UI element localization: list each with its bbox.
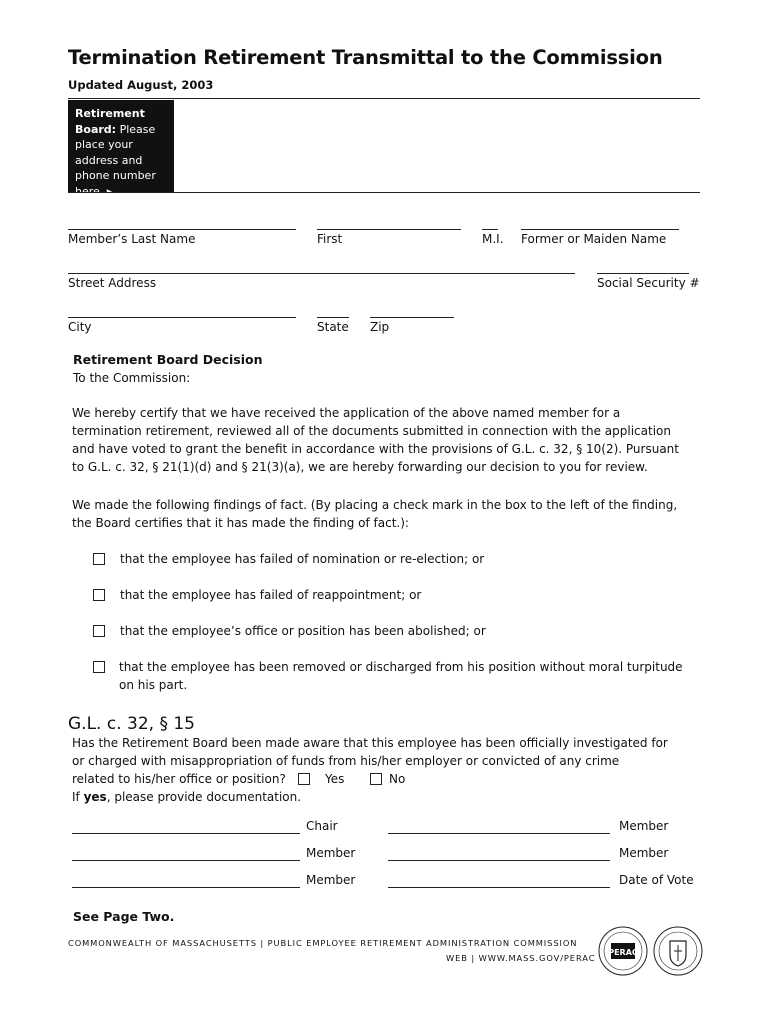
first-name-line[interactable] bbox=[317, 229, 461, 230]
finding-checkbox-3[interactable] bbox=[93, 625, 105, 637]
no-checkbox[interactable] bbox=[370, 773, 382, 785]
header-bottom-rule bbox=[68, 192, 700, 193]
maiden-name-line[interactable] bbox=[521, 229, 679, 230]
signature-line-member-left-2[interactable] bbox=[72, 887, 300, 888]
top-rule bbox=[68, 98, 700, 99]
city-line[interactable] bbox=[68, 317, 296, 318]
board-address-box bbox=[68, 100, 174, 198]
mi-line[interactable] bbox=[482, 229, 498, 230]
maiden-name-label: Former or Maiden Name bbox=[521, 232, 667, 246]
first-name-label: First bbox=[317, 232, 343, 246]
if-yes-note bbox=[72, 788, 301, 806]
massachusetts-seal-icon bbox=[652, 925, 704, 977]
state-line[interactable] bbox=[317, 317, 349, 318]
perac-seal-icon bbox=[597, 925, 649, 977]
zip-line[interactable] bbox=[370, 317, 454, 318]
finding-checkbox-4[interactable] bbox=[93, 661, 105, 673]
finding-3: that the employee’s office or position has been abolished; or bbox=[120, 624, 486, 638]
city-label: City bbox=[68, 320, 92, 334]
finding-checkbox-1[interactable] bbox=[93, 553, 105, 565]
see-page-two: See Page Two. bbox=[73, 909, 175, 924]
signature-label-member-right-1: Member bbox=[619, 819, 669, 833]
board-box-text: Please place your address and phone number here. bbox=[75, 122, 156, 198]
board-address-field[interactable] bbox=[176, 100, 700, 192]
yes-checkbox[interactable] bbox=[298, 773, 310, 785]
finding-1: that the employee has failed of nomination or re-election; or bbox=[120, 552, 485, 566]
section-15-line1: Has the Retirement Board been made aware that this employee has been officially investigated for bbox=[72, 736, 668, 750]
decision-to: To the Commission: bbox=[73, 371, 191, 385]
decision-para1: We hereby certify that we have received the application of the above named member for a termination retirement, reviewed all of the documents submitted in connection with the application and have voted to grant the benefit in accordance with the provisions of G.L. c. 32, § 10(2). Pursuant to G.L. c. 32, § 21(1)(d) and § 21(3)(a), we are hereby forwarding our decision to you for review. bbox=[72, 406, 679, 474]
section-15-line3: related to his/her office or position? bbox=[72, 772, 286, 786]
section-15-line2: or charged with misappropriation of funds from his/her employer or convicted of any crime bbox=[72, 754, 620, 768]
signature-line-chair[interactable] bbox=[72, 833, 300, 834]
signature-line-member-right-1[interactable] bbox=[388, 833, 610, 834]
decision-para2: We made the following findings of fact. (By placing a check mark in the box to the left of the finding, the Board certifies that it has made the finding of fact.): bbox=[72, 498, 678, 530]
if-prefix: If bbox=[72, 790, 80, 804]
date-of-vote-label: Date of Vote bbox=[619, 873, 694, 887]
ssn-line[interactable] bbox=[597, 273, 689, 274]
zip-label: Zip bbox=[370, 320, 390, 334]
signature-label-chair: Chair bbox=[306, 819, 338, 833]
seal-text: PERAC bbox=[608, 948, 638, 957]
last-name-label: Member’s Last Name bbox=[68, 232, 196, 246]
date-of-vote-line[interactable] bbox=[388, 887, 610, 888]
signature-label-member-left-2: Member bbox=[306, 873, 356, 887]
finding-2: that the employee has failed of reappointment; or bbox=[120, 588, 422, 602]
section-15-heading: G.L. c. 32, § 15 bbox=[68, 714, 195, 734]
state-label: State bbox=[317, 320, 349, 334]
footer-commonwealth: COMMONWEALTH OF MASSACHUSETTS | PUBLIC EMPLOYEE RETIREMENT ADMINISTRATION COMMISSION bbox=[68, 938, 578, 948]
if-suffix: , please provide documentation. bbox=[106, 790, 302, 804]
signature-line-member-right-2[interactable] bbox=[388, 860, 610, 861]
no-label: No bbox=[389, 772, 406, 786]
yes-label: Yes bbox=[325, 772, 345, 786]
arrow-right-icon: ▶ bbox=[106, 187, 114, 198]
board-box-label: Retirement Board: bbox=[75, 107, 145, 136]
finding-checkbox-2[interactable] bbox=[93, 589, 105, 601]
finding-4: that the employee has been removed or discharged from his position without moral turpitude on his part. bbox=[119, 660, 683, 692]
page-title: Termination Retirement Transmittal to the Commission bbox=[68, 46, 663, 69]
if-yes-bold: yes bbox=[83, 790, 107, 804]
street-line[interactable] bbox=[68, 273, 575, 274]
updated-date: Updated August, 2003 bbox=[68, 78, 214, 92]
signature-label-member-left-1: Member bbox=[306, 846, 356, 860]
last-name-line[interactable] bbox=[68, 229, 296, 230]
footer-web: WEB | WWW.MASS.GOV/PERAC bbox=[446, 953, 596, 963]
decision-heading: Retirement Board Decision bbox=[73, 352, 263, 367]
signature-line-member-left-1[interactable] bbox=[72, 860, 300, 861]
mi-label: M.I. bbox=[482, 232, 504, 246]
street-label: Street Address bbox=[68, 276, 157, 290]
ssn-label: Social Security # bbox=[597, 276, 700, 290]
signature-label-member-right-2: Member bbox=[619, 846, 669, 860]
